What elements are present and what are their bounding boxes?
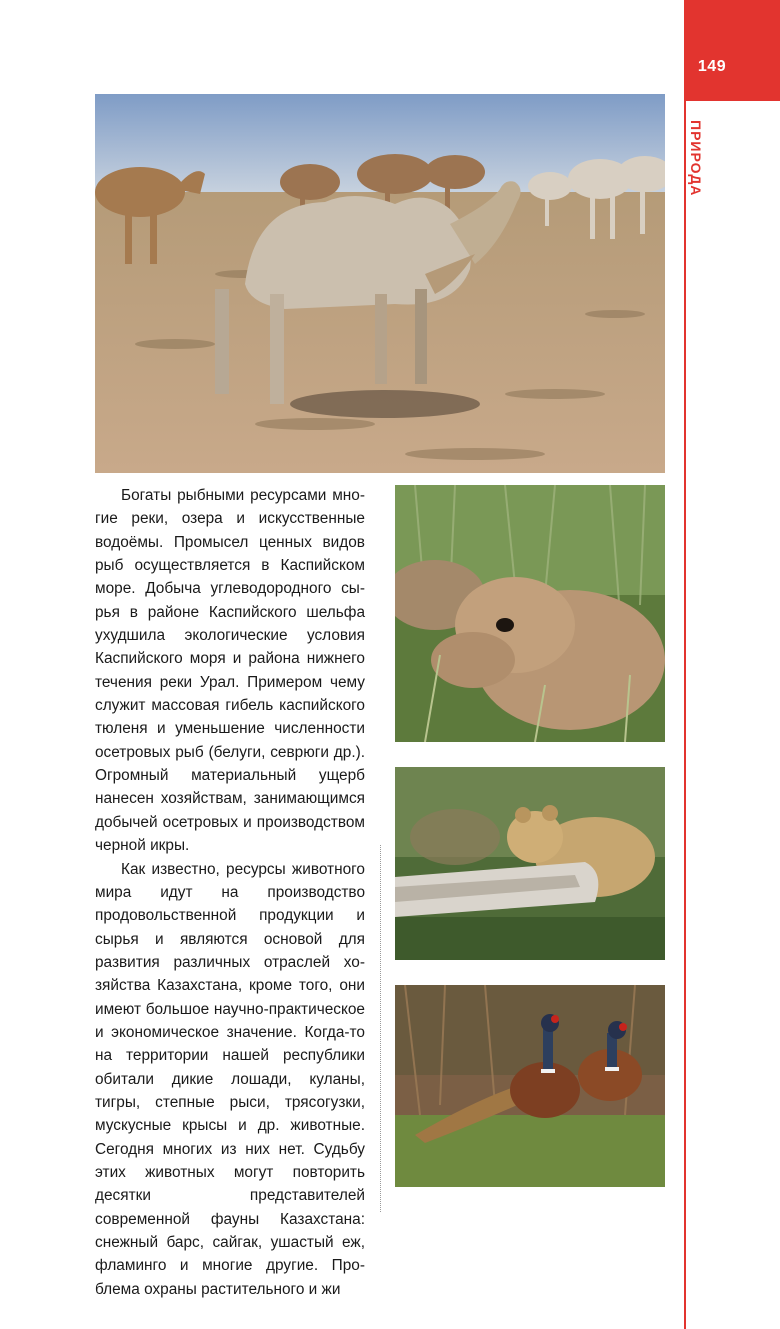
camels-photo — [95, 94, 665, 473]
article-body — [95, 484, 365, 1301]
page-number-tab — [686, 0, 780, 101]
bear-cub-photo — [395, 767, 665, 960]
saiga-calf-photo — [395, 485, 665, 742]
page-number: 149 — [697, 58, 727, 75]
section-label: ПРИРОДА — [688, 120, 704, 197]
column-divider — [380, 845, 381, 1212]
paragraph-1: Богаты рыбными ресурсами многие реки, озера и искусственные водоёмы. Промысел ценных видов рыб осуществляется в Каспийском море. Добыча углеводородного сырья в районе Каспийского шельфа ухудшила экологические условия Каспийского моря и района нижнего течения реки Урал. Примером чему служит массовая гибель каспийского тюленя и уменьшение численности осетровых рыб (белуги, севрюги др.). Огромный материальный ущерб нанесен хозяйствам, занимающимся добычей осетровых и производством черной икры. — [95, 487, 365, 855]
pheasants-photo — [395, 985, 665, 1187]
paragraph-2: Как известно, ресурсы животного мира идут на производство продовольственной продукции и сырья и являются основой для развития различных отраслей хозяйства Казахстана, кроме того, они имеют большое научно-практическое и экономическое значение. Когда-то на территории нашей республики обитали дикие лошади, куланы, тигры, степные рыси, трясогузки, мускусные крысы и др. животные. Сегодня многих из них нет. Судьбу этих животных могут повторить десятки представителей современной фауны Казахстана: снежный барс, сайгак, ушастый еж, фламинго и многие другие. Проблема охраны растительного и жи — [95, 860, 365, 1298]
side-rule — [684, 0, 686, 1329]
